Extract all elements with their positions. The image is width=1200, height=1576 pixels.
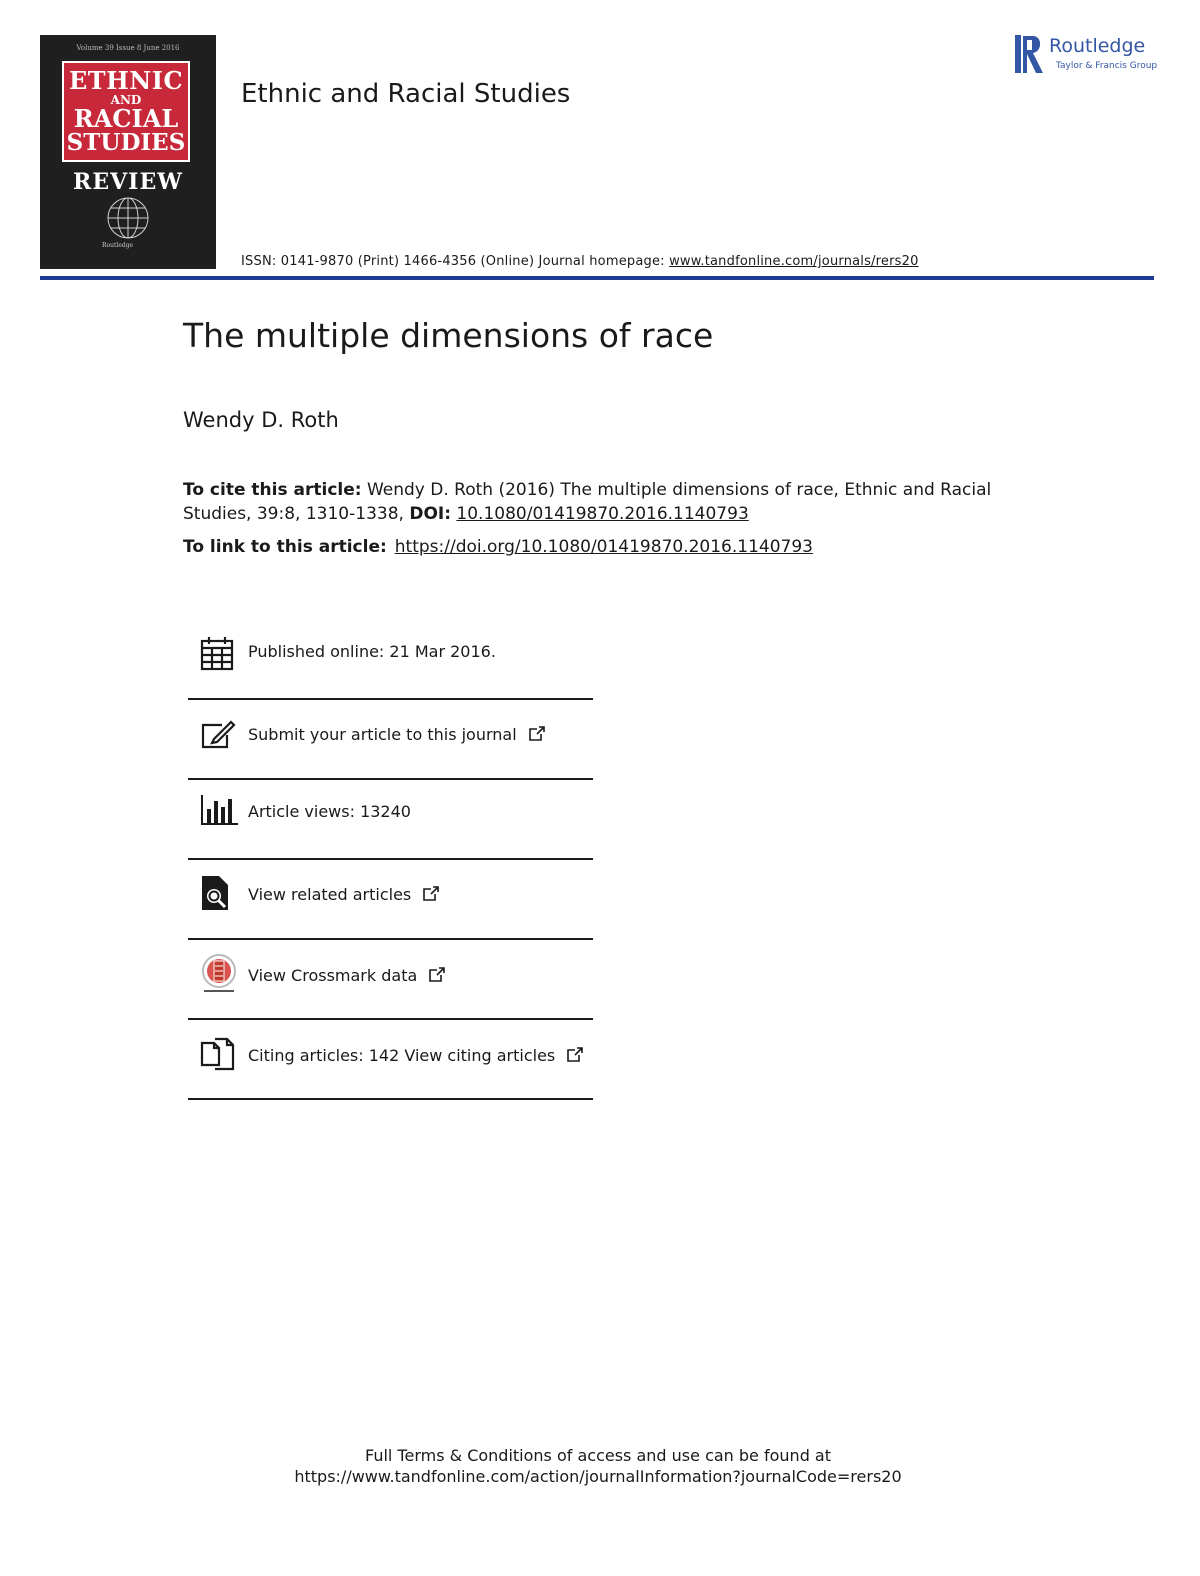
external-link-icon — [528, 726, 545, 742]
cover-title-line1: ETHNIC — [68, 66, 184, 95]
citation-block — [183, 478, 1043, 526]
cover-title-line4: STUDIES — [66, 129, 186, 156]
globe-icon — [104, 195, 152, 241]
cite-label: To cite this article: — [183, 480, 362, 500]
cover-title-box — [62, 61, 190, 162]
crossmark-row[interactable] — [188, 940, 593, 1020]
routledge-logo-icon — [1014, 33, 1046, 75]
article-info-list — [188, 620, 593, 1100]
bar-chart-icon — [200, 795, 238, 825]
external-link-icon — [428, 967, 445, 983]
citing-row[interactable] — [188, 1020, 593, 1100]
crossmark-icon — [200, 954, 238, 994]
edit-icon — [200, 719, 236, 751]
views-row — [188, 780, 593, 860]
doi-label: DOI: — [409, 504, 452, 524]
cite-text: Wendy D. Roth (2016) The multiple dimensions of race, Ethnic and Racial Studies, 39:8, 1310-1338, — [183, 480, 992, 524]
related-articles-text: View related articles — [248, 885, 412, 904]
citing-articles-link[interactable] — [248, 1046, 583, 1065]
journal-cover — [40, 35, 216, 269]
cover-publisher: Routledge — [102, 242, 134, 249]
cover-title-line2: AND — [110, 93, 142, 107]
terms-url[interactable]: https://www.tandfonline.com/action/journalInformation?journalCode=rers20 — [294, 1467, 902, 1486]
article-author: Wendy D. Roth — [183, 408, 339, 432]
related-articles-link[interactable] — [248, 885, 439, 904]
terms-line: Full Terms & Conditions of access and use can be found at — [364, 1446, 832, 1465]
article-link-line — [183, 537, 813, 557]
doi-link[interactable]: 10.1080/01419870.2016.1140793 — [456, 504, 749, 524]
submit-article-text: Submit your article to this journal — [248, 725, 517, 744]
published-online-text: Published online: 21 Mar 2016. — [248, 642, 496, 661]
cover-volume-line: Volume 39 Issue 8 June 2016 — [76, 44, 180, 52]
crossmark-text: View Crossmark data — [248, 966, 418, 985]
crossmark-link[interactable] — [248, 966, 445, 985]
article-url-link[interactable]: https://doi.org/10.1080/01419870.2016.1140793 — [394, 537, 813, 557]
issn-text: ISSN: 0141-9870 (Print) 1466-4356 (Online) Journal homepage: — [241, 254, 670, 269]
cover-review-label: REVIEW — [73, 169, 183, 195]
journal-homepage-link[interactable]: www.tandfonline.com/journals/rers20 — [669, 254, 919, 269]
published-row — [188, 620, 593, 700]
routledge-logo-name: Routledge — [1049, 35, 1146, 57]
external-link-icon — [422, 886, 439, 902]
link-label: To link to this article: — [183, 537, 387, 557]
terms-footer — [0, 1445, 1196, 1487]
citing-articles-text: Citing articles: 142 View citing articles — [248, 1046, 556, 1065]
calendar-icon — [200, 635, 234, 671]
copy-documents-icon — [200, 1035, 236, 1071]
related-row[interactable] — [188, 860, 593, 940]
submit-article-link[interactable] — [248, 725, 545, 744]
article-views-text: Article views: 13240 — [248, 802, 411, 821]
document-search-icon — [200, 875, 232, 911]
external-link-icon — [566, 1047, 583, 1063]
submit-row[interactable] — [188, 700, 593, 780]
journal-title: Ethnic and Racial Studies — [241, 79, 571, 109]
issn-line — [241, 254, 919, 269]
header-divider — [40, 276, 1154, 280]
routledge-logo-subtitle: Taylor & Francis Group — [1056, 61, 1158, 71]
article-title: The multiple dimensions of race — [183, 316, 714, 355]
cover-title-line3: RACIAL — [73, 104, 179, 133]
